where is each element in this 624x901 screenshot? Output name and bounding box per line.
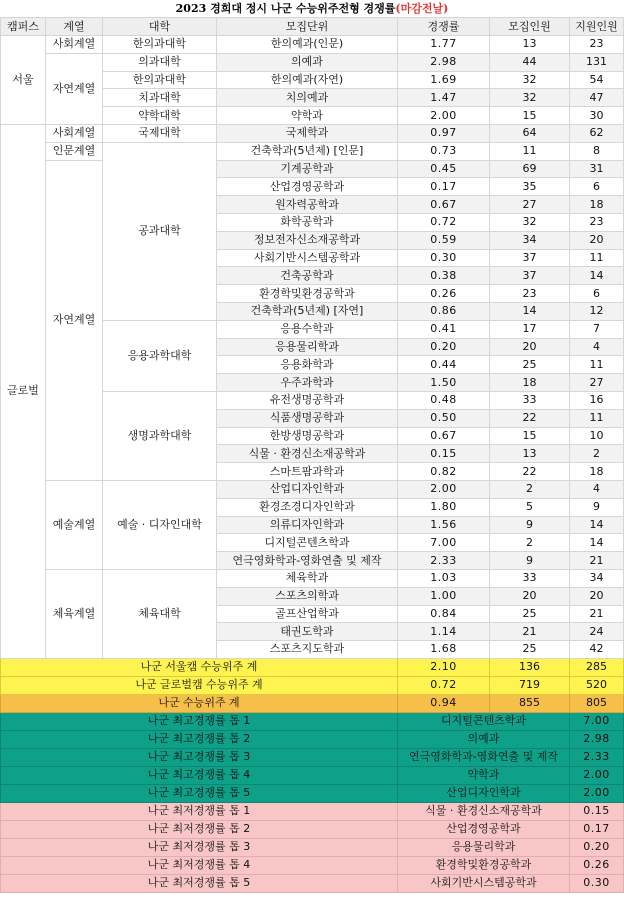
summary-section [1, 658, 624, 892]
quota-cell: 11 [490, 142, 570, 160]
department-cell: 연극영화학과-영화연출 및 제작 [217, 552, 398, 570]
top-rank-label: 나군 최고경쟁률 톱 2 [1, 730, 398, 748]
quota-cell: 13 [490, 36, 570, 54]
department-cell: 식물 · 환경신소재공학과 [217, 445, 398, 463]
rate-cell: 1.50 [398, 374, 490, 392]
applicants-cell: 23 [570, 213, 624, 231]
top-rank-row [1, 730, 624, 748]
rate-cell: 1.69 [398, 71, 490, 89]
quota-cell: 18 [490, 374, 570, 392]
department-cell: 스포츠지도학과 [217, 641, 398, 659]
top-rank-row [1, 748, 624, 766]
bottom-rank-label: 나군 최저경쟁률 톱 2 [1, 820, 398, 838]
field-cell: 사회계열 [46, 36, 103, 54]
summary-applicants: 520 [570, 676, 624, 694]
rate-cell: 0.41 [398, 320, 490, 338]
department-cell: 한의예과(자연) [217, 71, 398, 89]
rate-cell: 2.98 [398, 53, 490, 71]
quota-cell: 35 [490, 178, 570, 196]
rate-cell: 0.30 [398, 249, 490, 267]
college-cell: 공과대학 [103, 142, 217, 320]
quota-cell: 14 [490, 302, 570, 320]
header-row [1, 18, 624, 36]
top-rank-rate: 7.00 [570, 712, 624, 730]
rate-cell: 1.03 [398, 569, 490, 587]
quota-cell: 9 [490, 516, 570, 534]
quota-cell: 21 [490, 623, 570, 641]
department-cell: 응용수학과 [217, 320, 398, 338]
header-applicants: 지원인원 [570, 18, 624, 36]
quota-cell: 33 [490, 391, 570, 409]
summary-applicants: 805 [570, 694, 624, 712]
quota-cell: 44 [490, 53, 570, 71]
table-row [1, 142, 624, 160]
department-cell: 건축학과(5년제) [자연] [217, 302, 398, 320]
top-rank-department: 연극영화학과-영화연출 및 제작 [398, 748, 570, 766]
quota-cell: 20 [490, 587, 570, 605]
summary-label: 나군 서울캠 수능위주 계 [1, 658, 398, 676]
table-body [1, 36, 624, 659]
applicants-cell: 62 [570, 124, 624, 142]
quota-cell: 69 [490, 160, 570, 178]
applicants-cell: 4 [570, 338, 624, 356]
bottom-rank-department: 산업경영공학과 [398, 820, 570, 838]
applicants-cell: 2 [570, 445, 624, 463]
campus-cell: 서울 [1, 36, 46, 125]
rate-cell: 1.56 [398, 516, 490, 534]
department-cell: 건축공학과 [217, 267, 398, 285]
page-title [0, 0, 624, 17]
rate-cell: 0.26 [398, 285, 490, 303]
header-college: 대학 [103, 18, 217, 36]
quota-cell: 32 [490, 71, 570, 89]
college-cell: 국제대학 [103, 124, 217, 142]
table-row [1, 480, 624, 498]
rate-cell: 1.14 [398, 623, 490, 641]
applicants-cell: 131 [570, 53, 624, 71]
rate-cell: 0.73 [398, 142, 490, 160]
applicants-cell: 9 [570, 498, 624, 516]
quota-cell: 37 [490, 267, 570, 285]
department-cell: 골프산업학과 [217, 605, 398, 623]
top-rank-department: 의예과 [398, 730, 570, 748]
bottom-rank-department: 식물 · 환경신소재공학과 [398, 802, 570, 820]
header-field: 계열 [46, 18, 103, 36]
summary-label: 나군 수능위주 계 [1, 694, 398, 712]
rate-cell: 0.50 [398, 409, 490, 427]
field-cell: 자연계열 [46, 160, 103, 480]
applicants-cell: 11 [570, 356, 624, 374]
quota-cell: 25 [490, 641, 570, 659]
applicants-cell: 20 [570, 231, 624, 249]
quota-cell: 5 [490, 498, 570, 516]
bottom-rank-rate: 0.17 [570, 820, 624, 838]
applicants-cell: 11 [570, 249, 624, 267]
applicants-cell: 18 [570, 196, 624, 214]
department-cell: 응용화학과 [217, 356, 398, 374]
bottom-rank-rate: 0.15 [570, 802, 624, 820]
rate-cell: 0.45 [398, 160, 490, 178]
rate-cell: 2.00 [398, 480, 490, 498]
applicants-cell: 20 [570, 587, 624, 605]
bottom-rank-label: 나군 최저경쟁률 톱 3 [1, 838, 398, 856]
top-rank-department: 디지털콘텐츠학과 [398, 712, 570, 730]
applicants-cell: 21 [570, 552, 624, 570]
bottom-rank-row [1, 838, 624, 856]
quota-cell: 34 [490, 231, 570, 249]
top-rank-rate: 2.00 [570, 784, 624, 802]
applicants-cell: 47 [570, 89, 624, 107]
quota-cell: 9 [490, 552, 570, 570]
applicants-cell: 4 [570, 480, 624, 498]
title-main: 2023 경희대 정시 나군 수능위주전형 경쟁률 [175, 2, 396, 15]
applicants-cell: 6 [570, 285, 624, 303]
college-cell: 응용과학대학 [103, 320, 217, 391]
rate-cell: 1.80 [398, 498, 490, 516]
summary-applicants: 285 [570, 658, 624, 676]
rate-cell: 1.68 [398, 641, 490, 659]
applicants-cell: 12 [570, 302, 624, 320]
quota-cell: 32 [490, 213, 570, 231]
department-cell: 태권도학과 [217, 623, 398, 641]
college-cell: 체육대학 [103, 569, 217, 658]
department-cell: 국제학과 [217, 124, 398, 142]
rate-cell: 2.00 [398, 107, 490, 125]
quota-cell: 15 [490, 107, 570, 125]
quota-cell: 33 [490, 569, 570, 587]
rate-cell: 2.33 [398, 552, 490, 570]
top-rank-rate: 2.98 [570, 730, 624, 748]
summary-row [1, 676, 624, 694]
rate-cell: 0.67 [398, 427, 490, 445]
applicants-cell: 7 [570, 320, 624, 338]
rate-cell: 1.00 [398, 587, 490, 605]
applicants-cell: 30 [570, 107, 624, 125]
bottom-rank-rate: 0.20 [570, 838, 624, 856]
department-cell: 환경조경디자인학과 [217, 498, 398, 516]
department-cell: 식품생명공학과 [217, 409, 398, 427]
department-cell: 한의예과(인문) [217, 36, 398, 54]
table-row [1, 569, 624, 587]
bottom-rank-row [1, 802, 624, 820]
applicants-cell: 21 [570, 605, 624, 623]
field-cell: 자연계열 [46, 53, 103, 124]
department-cell: 환경학및환경공학과 [217, 285, 398, 303]
table-row [1, 53, 624, 71]
department-cell: 유전생명공학과 [217, 391, 398, 409]
applicants-cell: 14 [570, 516, 624, 534]
department-cell: 기계공학과 [217, 160, 398, 178]
field-cell: 체육계열 [46, 569, 103, 658]
college-cell: 한의과대학 [103, 36, 217, 54]
quota-cell: 27 [490, 196, 570, 214]
table-row [1, 36, 624, 54]
applicants-cell: 42 [570, 641, 624, 659]
top-rank-row [1, 712, 624, 730]
competition-table [0, 17, 624, 893]
rate-cell: 0.72 [398, 213, 490, 231]
college-cell: 약학대학 [103, 107, 217, 125]
department-cell: 의예과 [217, 53, 398, 71]
rate-cell: 0.59 [398, 231, 490, 249]
rate-cell: 1.77 [398, 36, 490, 54]
quota-cell: 13 [490, 445, 570, 463]
bottom-rank-department: 사회기반시스템공학과 [398, 874, 570, 892]
header-rate: 경쟁률 [398, 18, 490, 36]
department-cell: 사회기반시스템공학과 [217, 249, 398, 267]
field-cell: 인문계열 [46, 142, 103, 160]
applicants-cell: 11 [570, 409, 624, 427]
department-cell: 원자력공학과 [217, 196, 398, 214]
quota-cell: 15 [490, 427, 570, 445]
top-rank-department: 산업디자인학과 [398, 784, 570, 802]
rate-cell: 0.17 [398, 178, 490, 196]
quota-cell: 2 [490, 534, 570, 552]
rate-cell: 0.44 [398, 356, 490, 374]
summary-row [1, 658, 624, 676]
top-rank-rate: 2.00 [570, 766, 624, 784]
applicants-cell: 18 [570, 463, 624, 481]
department-cell: 스마트팜과학과 [217, 463, 398, 481]
top-rank-label: 나군 최고경쟁률 톱 3 [1, 748, 398, 766]
applicants-cell: 24 [570, 623, 624, 641]
rate-cell: 0.97 [398, 124, 490, 142]
quota-cell: 20 [490, 338, 570, 356]
top-rank-row [1, 784, 624, 802]
bottom-rank-row [1, 820, 624, 838]
top-rank-department: 약학과 [398, 766, 570, 784]
summary-quota: 136 [490, 658, 570, 676]
rate-cell: 0.82 [398, 463, 490, 481]
bottom-rank-row [1, 856, 624, 874]
department-cell: 의류디자인학과 [217, 516, 398, 534]
field-cell: 사회계열 [46, 124, 103, 142]
table-row [1, 124, 624, 142]
summary-label: 나군 글로벌캠 수능위주 계 [1, 676, 398, 694]
department-cell: 건축학과(5년제) [인문] [217, 142, 398, 160]
department-cell: 디지털콘텐츠학과 [217, 534, 398, 552]
summary-rate: 0.94 [398, 694, 490, 712]
header-quota: 모집인원 [490, 18, 570, 36]
quota-cell: 64 [490, 124, 570, 142]
rate-cell: 1.47 [398, 89, 490, 107]
bottom-rank-label: 나군 최저경쟁률 톱 4 [1, 856, 398, 874]
department-cell: 화학공학과 [217, 213, 398, 231]
rate-cell: 0.20 [398, 338, 490, 356]
bottom-rank-label: 나군 최저경쟁률 톱 1 [1, 802, 398, 820]
top-rank-label: 나군 최고경쟁률 톱 1 [1, 712, 398, 730]
rate-cell: 0.67 [398, 196, 490, 214]
department-cell: 정보전자신소재공학과 [217, 231, 398, 249]
college-cell: 예술 · 디자인대학 [103, 480, 217, 569]
rate-cell: 0.38 [398, 267, 490, 285]
bottom-rank-rate: 0.26 [570, 856, 624, 874]
college-cell: 생명과학대학 [103, 391, 217, 480]
quota-cell: 25 [490, 605, 570, 623]
department-cell: 스포츠의학과 [217, 587, 398, 605]
top-rank-rate: 2.33 [570, 748, 624, 766]
bottom-rank-label: 나군 최저경쟁률 톱 5 [1, 874, 398, 892]
summary-rate: 2.10 [398, 658, 490, 676]
college-cell: 한의과대학 [103, 71, 217, 89]
applicants-cell: 6 [570, 178, 624, 196]
quota-cell: 37 [490, 249, 570, 267]
applicants-cell: 54 [570, 71, 624, 89]
quota-cell: 32 [490, 89, 570, 107]
top-rank-label: 나군 최고경쟁률 톱 5 [1, 784, 398, 802]
applicants-cell: 31 [570, 160, 624, 178]
applicants-cell: 8 [570, 142, 624, 160]
summary-quota: 855 [490, 694, 570, 712]
title-note: (마감전날) [395, 2, 449, 15]
applicants-cell: 23 [570, 36, 624, 54]
summary-row [1, 694, 624, 712]
top-rank-label: 나군 최고경쟁률 톱 4 [1, 766, 398, 784]
campus-cell: 글로벌 [1, 124, 46, 658]
department-cell: 응용물리학과 [217, 338, 398, 356]
quota-cell: 25 [490, 356, 570, 374]
college-cell: 치과대학 [103, 89, 217, 107]
applicants-cell: 34 [570, 569, 624, 587]
department-cell: 약학과 [217, 107, 398, 125]
table-row [1, 160, 624, 178]
bottom-rank-row [1, 874, 624, 892]
bottom-rank-rate: 0.30 [570, 874, 624, 892]
rate-cell: 0.86 [398, 302, 490, 320]
quota-cell: 23 [490, 285, 570, 303]
department-cell: 체육학과 [217, 569, 398, 587]
applicants-cell: 16 [570, 391, 624, 409]
rate-cell: 7.00 [398, 534, 490, 552]
applicants-cell: 10 [570, 427, 624, 445]
summary-rate: 0.72 [398, 676, 490, 694]
header-department: 모집단위 [217, 18, 398, 36]
rate-cell: 0.15 [398, 445, 490, 463]
college-cell: 의과대학 [103, 53, 217, 71]
quota-cell: 17 [490, 320, 570, 338]
applicants-cell: 14 [570, 267, 624, 285]
quota-cell: 22 [490, 409, 570, 427]
bottom-rank-department: 환경학및환경공학과 [398, 856, 570, 874]
summary-quota: 719 [490, 676, 570, 694]
department-cell: 산업경영공학과 [217, 178, 398, 196]
top-rank-row [1, 766, 624, 784]
field-cell: 예술계열 [46, 480, 103, 569]
applicants-cell: 14 [570, 534, 624, 552]
department-cell: 한방생명공학과 [217, 427, 398, 445]
bottom-rank-department: 응용물리학과 [398, 838, 570, 856]
quota-cell: 22 [490, 463, 570, 481]
applicants-cell: 27 [570, 374, 624, 392]
header-campus: 캠퍼스 [1, 18, 46, 36]
department-cell: 우주과학과 [217, 374, 398, 392]
rate-cell: 0.48 [398, 391, 490, 409]
rate-cell: 0.84 [398, 605, 490, 623]
quota-cell: 2 [490, 480, 570, 498]
department-cell: 산업디자인학과 [217, 480, 398, 498]
department-cell: 치의예과 [217, 89, 398, 107]
